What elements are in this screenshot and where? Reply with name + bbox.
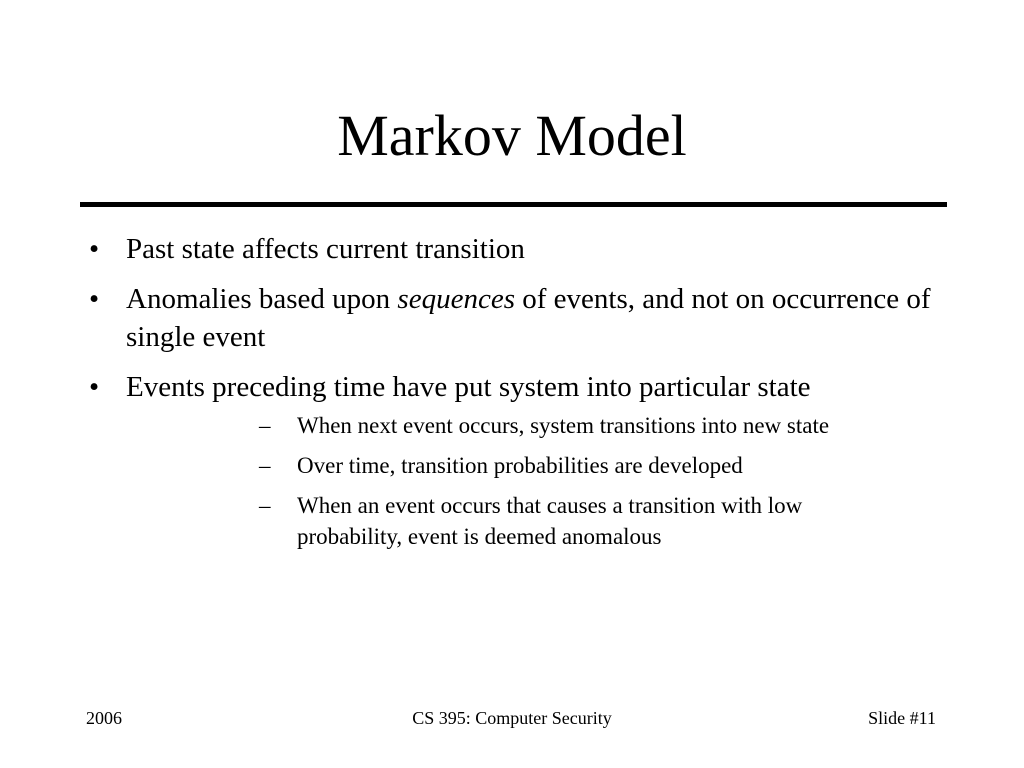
sub-bullet-marker: – — [259, 453, 271, 478]
sub-bullet-item — [126, 450, 964, 481]
bullet-list — [0, 230, 1024, 564]
footer-slide-number: Slide #11 — [868, 708, 936, 728]
sub-bullet-item — [126, 490, 964, 552]
bullet-item — [0, 368, 1024, 552]
bullet-marker: • — [89, 283, 100, 315]
slide-title: Markov Model — [337, 103, 687, 168]
bullet-text: Events preceding time have put system into particular state — [126, 371, 811, 403]
sub-bullet-marker: – — [259, 413, 271, 438]
sub-bullet-text: When next event occurs, system transitions into new state — [297, 413, 830, 438]
bullet-marker: • — [89, 233, 100, 265]
sub-bullet-text: When an event occurs that causes a transition with low probability, event is deemed anomalous — [297, 493, 803, 549]
bullet-marker: • — [89, 371, 100, 403]
bullet-text-post: of events, and not on occurrence of single event — [126, 283, 931, 353]
bullet-item — [0, 280, 1024, 356]
bullet-text-emphasis: sequences — [397, 283, 515, 315]
bullet-text: Past state affects current transition — [126, 233, 525, 265]
bullet-text-pre: Anomalies based upon — [126, 283, 398, 315]
footer-course: CS 395: Computer Security — [412, 708, 612, 728]
sub-bullet-item — [126, 410, 964, 441]
sub-bullet-text: Over time, transition probabilities are developed — [297, 453, 743, 478]
title-divider — [80, 202, 947, 207]
footer-date: 2006 — [86, 708, 122, 728]
bullet-item — [0, 230, 1024, 268]
sub-bullet-list — [126, 410, 964, 552]
sub-bullet-marker: – — [259, 493, 271, 518]
